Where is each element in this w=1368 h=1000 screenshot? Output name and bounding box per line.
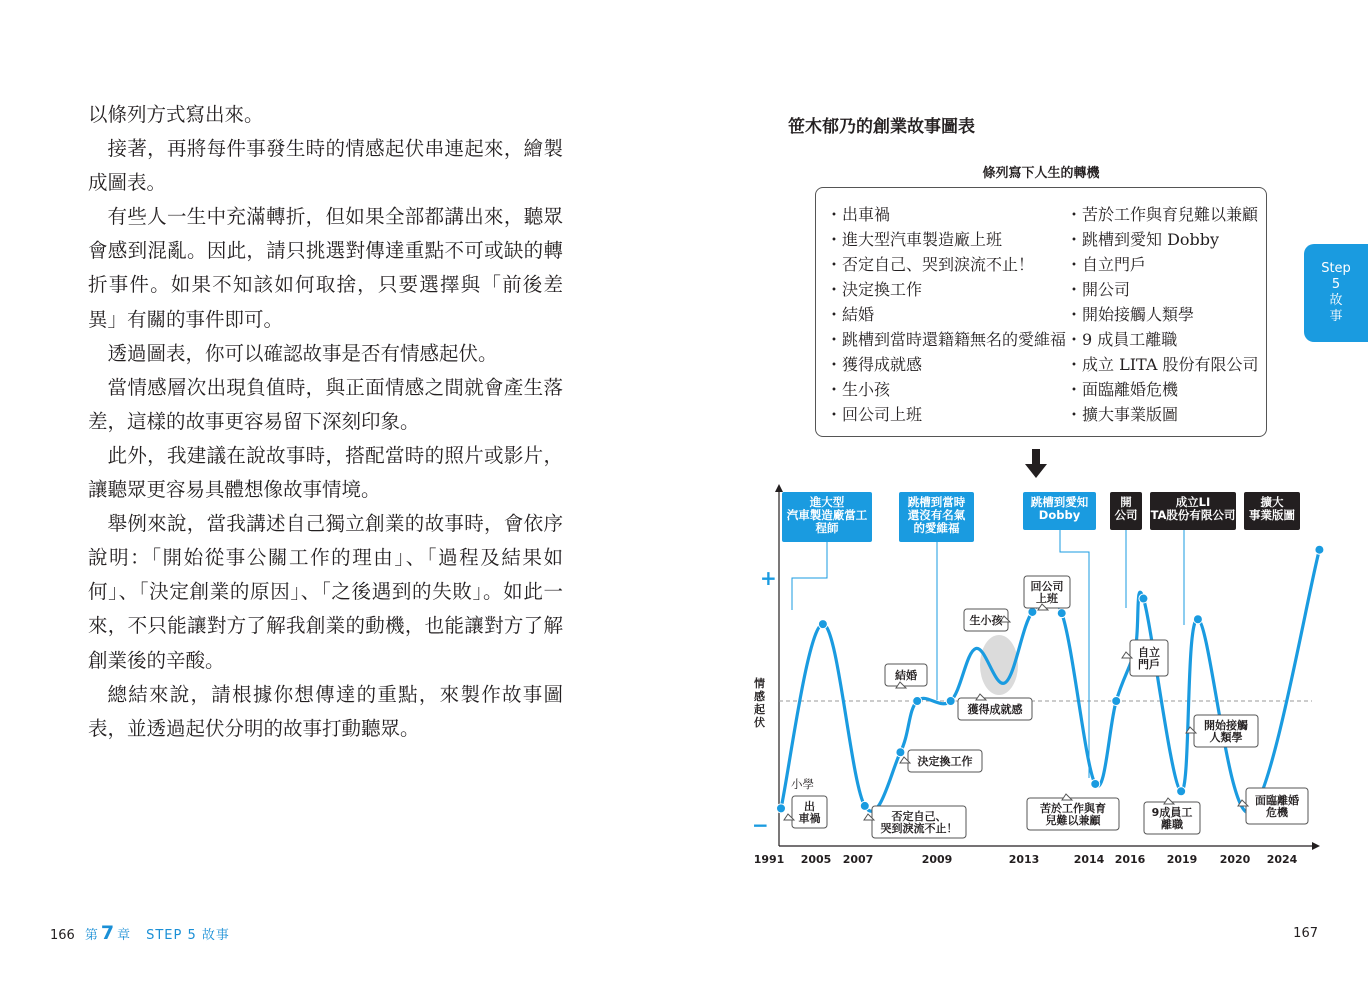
turning-point-item: ・回公司上班 bbox=[826, 405, 923, 424]
event-label-text: 程師 bbox=[815, 521, 839, 535]
turning-point-item: ・成立 LITA 股份有限公司 bbox=[1066, 355, 1259, 374]
data-point bbox=[1091, 779, 1100, 788]
bubble-tail bbox=[1164, 798, 1174, 804]
paragraph: 透過圖表，你可以確認故事是否有情感起伏。 bbox=[107, 341, 498, 365]
tab-title-char-1: 故 bbox=[1329, 293, 1343, 308]
x-tick-label: 2016 bbox=[1114, 853, 1146, 866]
data-point bbox=[1112, 697, 1121, 706]
tab-step-number: 5 bbox=[1331, 277, 1341, 292]
event-label-text: 離職 bbox=[1161, 818, 1183, 831]
turning-point-item: ・獲得成就感 bbox=[826, 355, 923, 374]
paragraph: 當情感層次出現負值時，與正面情感之間就會產生落差，這樣的故事更容易留下深刻印象。 bbox=[88, 375, 563, 433]
event-label-text: 開 bbox=[1120, 495, 1132, 509]
right-page bbox=[684, 0, 1368, 1000]
x-tick-label: 2014 bbox=[1073, 853, 1105, 866]
event-label-text: 自立 bbox=[1138, 646, 1160, 659]
event-label-text: 的愛維福 bbox=[913, 521, 960, 535]
chapter-prefix: 第 bbox=[84, 928, 98, 943]
event-label-text: 獲得成就感 bbox=[967, 703, 1023, 716]
turning-point-item: ・自立門戶 bbox=[1066, 255, 1147, 274]
event-label-text: 上班 bbox=[1036, 592, 1058, 605]
x-tick-label: 2013 bbox=[1008, 853, 1040, 866]
event-label-text: 9成員工 bbox=[1151, 806, 1193, 819]
step-tab bbox=[1304, 244, 1368, 342]
event-label-text: 苦於工作與育 bbox=[1040, 802, 1106, 815]
chapter-label bbox=[85, 922, 130, 944]
event-label-text: 否定自己、 bbox=[891, 810, 947, 823]
paragraph: 此外，我建議在說故事時，搭配當時的照片或影片，讓聽眾更容易具體想像故事情境。 bbox=[88, 443, 563, 502]
event-label-text: 進大型 bbox=[809, 495, 845, 509]
event-label-text: 面臨離婚 bbox=[1255, 794, 1299, 807]
figure-title: 笹木郁乃的創業故事圖表 bbox=[788, 117, 975, 137]
event-label-text: 車禍 bbox=[798, 812, 821, 825]
event-label-text: 事業版圖 bbox=[1249, 508, 1295, 522]
turning-point-item: ・進大型汽車製造廠上班 bbox=[826, 230, 1003, 249]
story-chart bbox=[684, 0, 1368, 1000]
data-point bbox=[818, 620, 827, 629]
y-axis-label-char: 情 bbox=[754, 677, 765, 690]
y-minus-marker: − bbox=[752, 813, 769, 837]
turning-point-item: ・出車禍 bbox=[826, 205, 891, 224]
turning-point-item: ・開公司 bbox=[1066, 280, 1131, 299]
page-number-right: 167 bbox=[1293, 926, 1318, 941]
event-label-text: 成立LI bbox=[1175, 495, 1211, 509]
paragraph: 有些人一生中充滿轉折，但如果全部都講出來，聽眾會感到混亂。因此，請只挑選對傳達重點不可或缺的轉折事件。如果不知該如何取捨，只要選擇與「前後差異」有關的事件即可。 bbox=[88, 205, 563, 331]
data-point bbox=[946, 697, 955, 706]
event-label-text: Dobby bbox=[1038, 508, 1081, 522]
event-label-text: 回公司 bbox=[1030, 580, 1064, 593]
x-axis-arrow-icon bbox=[1312, 842, 1320, 850]
page-number-left: 166 bbox=[50, 928, 75, 943]
turning-point-item: ・生小孩 bbox=[826, 380, 891, 399]
data-point bbox=[1177, 787, 1186, 796]
event-label-text: 出 bbox=[804, 800, 815, 813]
event-label-text: 還沒有名氣 bbox=[907, 508, 966, 522]
event-label-text: 決定換工作 bbox=[917, 755, 973, 768]
turning-point-item: ・否定自己、哭到淚流不止！ bbox=[826, 255, 1035, 274]
bubble-tail bbox=[976, 694, 986, 700]
list-title: 條列寫下人生的轉機 bbox=[982, 166, 1100, 181]
turning-point-item: ・9 成員工離職 bbox=[1066, 330, 1178, 349]
turning-point-item: ・決定換工作 bbox=[826, 280, 923, 299]
y-plus-marker: + bbox=[760, 566, 777, 590]
turning-point-item: ・跳槽到愛知 Dobby bbox=[1066, 230, 1220, 249]
event-label-text: 門戶 bbox=[1138, 658, 1160, 671]
event-label-text: 公司 bbox=[1114, 508, 1138, 522]
x-tick-label: 2009 bbox=[921, 853, 953, 866]
y-axis-label-char: 感 bbox=[754, 690, 765, 703]
event-label-text: 擴大 bbox=[1260, 495, 1284, 509]
chapter-number: 7 bbox=[100, 922, 115, 944]
event-label-text: 人類學 bbox=[1209, 731, 1243, 744]
event-label-text: 開始接觸 bbox=[1204, 719, 1248, 732]
event-label-text: 哭到淚流不止！ bbox=[880, 822, 958, 835]
data-point bbox=[1057, 609, 1066, 618]
turning-point-item: ・跳槽到當時還籍籍無名的愛維福 bbox=[826, 330, 1067, 349]
turning-point-item: ・結婚 bbox=[826, 305, 875, 324]
paragraph: 以條列方式寫出來。 bbox=[88, 103, 264, 126]
event-label-text: 生小孩 bbox=[969, 614, 1003, 627]
event-label-text: 危機 bbox=[1266, 806, 1288, 819]
x-tick-label: 2020 bbox=[1219, 853, 1251, 866]
turning-point-item: ・開始接觸人類學 bbox=[1066, 305, 1195, 324]
turning-point-item: ・擴大事業版圖 bbox=[1066, 405, 1179, 424]
tab-step-word: Step bbox=[1321, 261, 1351, 276]
turning-point-item: ・苦於工作與育兒難以兼顧 bbox=[1066, 205, 1259, 224]
data-point bbox=[1028, 607, 1037, 616]
data-point bbox=[1193, 615, 1202, 624]
data-point bbox=[1139, 594, 1148, 603]
event-label-text: 兒難以兼顧 bbox=[1045, 814, 1101, 827]
event-label-text: 小學 bbox=[791, 777, 814, 791]
x-tick-label: 2005 bbox=[800, 853, 832, 866]
event-label-text: 跳槽到當時 bbox=[907, 495, 966, 509]
y-axis-label-char: 伏 bbox=[754, 716, 765, 729]
highlight-shadow bbox=[980, 635, 1018, 695]
y-axis-label-char: 起 bbox=[754, 703, 765, 716]
event-label-text: 結婚 bbox=[895, 669, 917, 682]
step-running-head: STEP 5 故事 bbox=[146, 928, 230, 943]
leader-line bbox=[792, 542, 827, 610]
x-tick-label: 1991 bbox=[753, 853, 785, 866]
x-tick-label: 2007 bbox=[842, 853, 874, 866]
event-label-text: 跳槽到愛知 bbox=[1030, 495, 1089, 509]
event-label-text: TA股份有限公司 bbox=[1150, 508, 1236, 522]
y-axis-arrow-icon bbox=[775, 484, 783, 492]
event-label-text: 汽車製造廠當工 bbox=[786, 508, 868, 522]
bubble-tail bbox=[1062, 794, 1072, 800]
left-footer bbox=[50, 922, 230, 944]
paragraph: 接著，再將每件事發生時的情感起伏串連起來，繪製成圖表。 bbox=[88, 137, 563, 195]
chapter-suffix: 章 bbox=[117, 928, 131, 943]
data-point bbox=[896, 748, 905, 757]
turning-point-item: ・面臨離婚危機 bbox=[1066, 380, 1179, 399]
data-point bbox=[777, 804, 786, 813]
x-tick-label: 2024 bbox=[1266, 853, 1298, 866]
x-tick-label: 2019 bbox=[1166, 853, 1198, 866]
data-point bbox=[1315, 545, 1324, 554]
tab-title-char-2: 事 bbox=[1329, 309, 1343, 324]
paragraph: 總結來說，請根據你想傳達的重點，來製作故事圖表，並透過起伏分明的故事打動聽眾。 bbox=[88, 682, 563, 740]
data-point bbox=[860, 801, 869, 810]
data-point bbox=[913, 697, 922, 706]
paragraph: 舉例來說，當我講述自己獨立創業的故事時，會依序說明：「開始從事公關工作的理由」、「過程及結果如何」、「決定創業的原因」、「之後遇到的失敗」。如此一來，不只能讓對方了解我創業的動機，也能讓對方了解創業後的辛酸。 bbox=[88, 512, 563, 672]
body-text bbox=[88, 98, 563, 746]
